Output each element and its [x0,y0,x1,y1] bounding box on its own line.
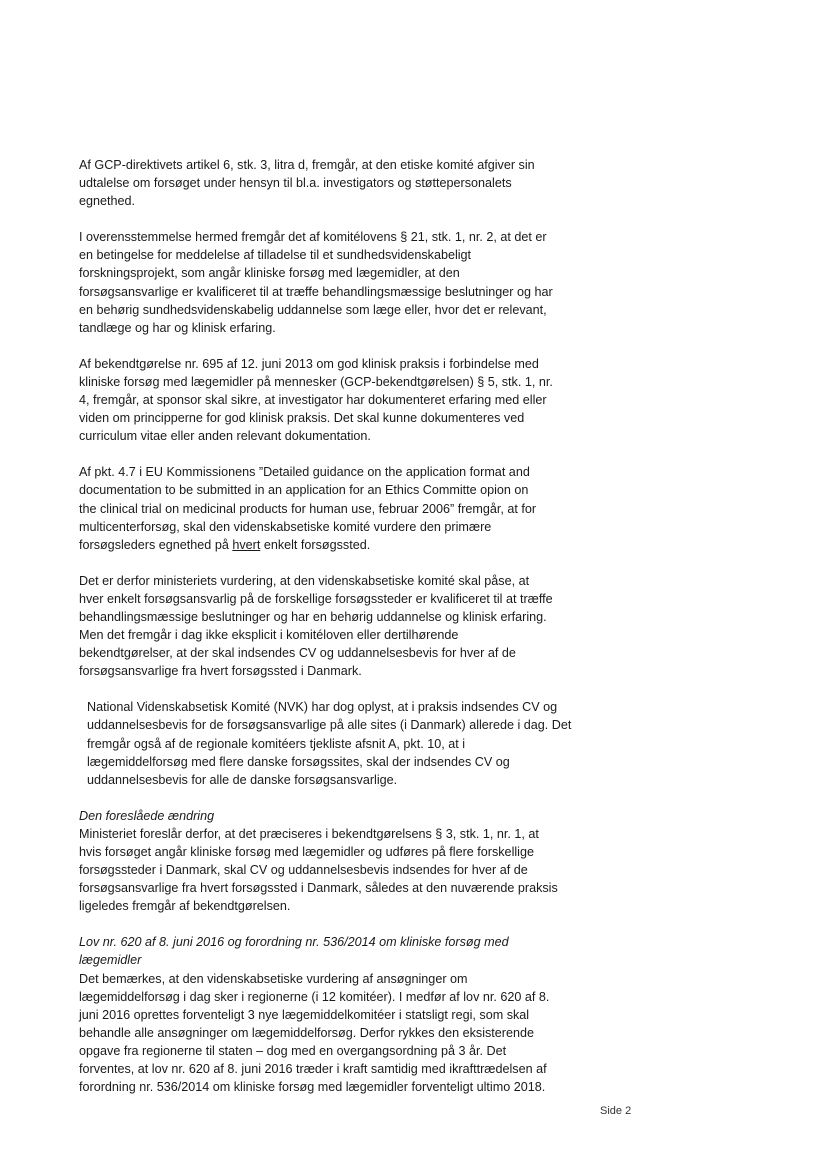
section-heading-proposed-change: Den foreslåede ændring [79,808,215,823]
paragraph-committee-law: I overensstemmelse hermed fremgår det af komitélovens § 21, stk. 1, nr. 2, at det er en betingelse for meddelelse af tilladelse til et sundhedsvidenskabeligt forskningsprojekt, som angår kliniske forsøg med lægemidler, at den forsøgsansvarlige er kvalificeret til at træffe behandlingsmæssige beslutninger og har en behørig sundhedsvidenskabelig uddannelse som læge eller, hvor det er relevant, tandlæge og har og klinisk erfaring. [79,230,553,335]
section-body-proposed-change: Ministeriet foreslår derfor, at det præciseres i bekendtgørelsens § 3, stk. 1, nr. 1, at hvis forsøget angår kliniske forsøg med lægemidler og udføres på flere forskellige forsøgssteder i Danmark, skal CV og uddannelsesbevis indsendes for hver af de forsøgsansvarlige fra hvert forsøgssted i Danmark, således at den nuværende praksis ligeledes fremgår af bekendtgørelsen. [79,826,558,914]
paragraph-eu-guidance-text: Af pkt. 4.7 i EU Kommissionens ”Detailed guidance on the application format and documentation to be submitted in an application for an Ethics Committe opion on the clinical trial on medicinal products for human use, februar 2006” fremgår, at for multicenterforsøg, skal den videnskabsetiske komité vurdere den primære forsøgsleders egnethed på [79,465,537,552]
paragraph-gcp-order: Af bekendtgørelse nr. 695 af 12. juni 2013 om god klinisk praksis i forbindelse med kliniske forsøg med lægemidler på mennesker (GCP-bekendtgørelsen) § 5, stk. 1, nr. 4, fremgår, at sponsor skal sikre, at investigator har dokumenteret erfaring med eller viden om principperne for god klinisk praksis. Det skal kunne dokumenteres ved curriculum vitae eller anden relevant dokumentation. [79,356,553,444]
paragraph-ministry-assessment: Det er derfor ministeriets vurdering, at den videnskabsetiske komité skal påse, at hver enkelt forsøgsansvarlig på de forskellige forsøgssteder er kvalificeret til at træffe behandlingsmæssige beslutninger og har en behørig uddannelse og klinisk erfaring. Men det fremgår i dag ikke eksplicit i komitéloven eller dertilhørende bekendtgørelser, at der skal indsendes CV og uddannelsesbevis for hver af de forsøgsansvarlige fra hvert forsøgssted i Danmark. [79,573,553,679]
document-body [79,156,579,1096]
paragraph-eu-guidance [79,463,579,553]
section-body-law-620: Det bemærkes, at den videnskabsetiske vurdering af ansøgninger om lægemiddelforsøg i dag sker i regionerne (i 12 komitéer). I medfør af lov nr. 620 af 8. juni 2016 oprettes forventeligt 3 nye lægemiddelkomitéer i statsligt regi, som skal behandle alle ansøgninger om lægemiddelforsøg. Derfor rykkes den eksisterende opgave fra regionerne til staten – dog med en overgangsordning på 3 år. Det forventes, at lov nr. 620 af 8. juni 2016 træder i kraft samtidig med ikrafttrædelsen af forordning nr. 536/2014 om kliniske forsøg med lægemidler forventeligt ultimo 2018. [79,971,550,1095]
paragraph-eu-guidance-end: enkelt forsøgssted. [260,537,371,552]
section-heading-law-620: Lov nr. 620 af 8. juni 2016 og forordning nr. 536/2014 om kliniske forsøg med lægemidler [79,935,509,968]
paragraph-nvk-note: National Videnskabsetisk Komité (NVK) har dog oplyst, at i praksis indsendes CV og uddannelsesbevis for de forsøgsansvarlige på alle sites (i Danmark) allerede i dag. Det fremgår også af de regionale komitéers tjekliste afsnit A, pkt. 10, at i lægemiddelforsøg med flere danske forsøgssites, skal der indsendes CV og uddannelsesbevis for alle de danske forsøgsansvarlige. [87,700,572,787]
page-number: Side 2 [600,1105,632,1117]
paragraph-gcp-directive: Af GCP-direktivets artikel 6, stk. 3, litra d, fremgår, at den etiske komité afgiver sin udtalelse om forsøget under hensyn til bl.a. investigators og støttepersonalets egnethed. [79,158,535,209]
underlined-word: hvert [232,537,261,552]
